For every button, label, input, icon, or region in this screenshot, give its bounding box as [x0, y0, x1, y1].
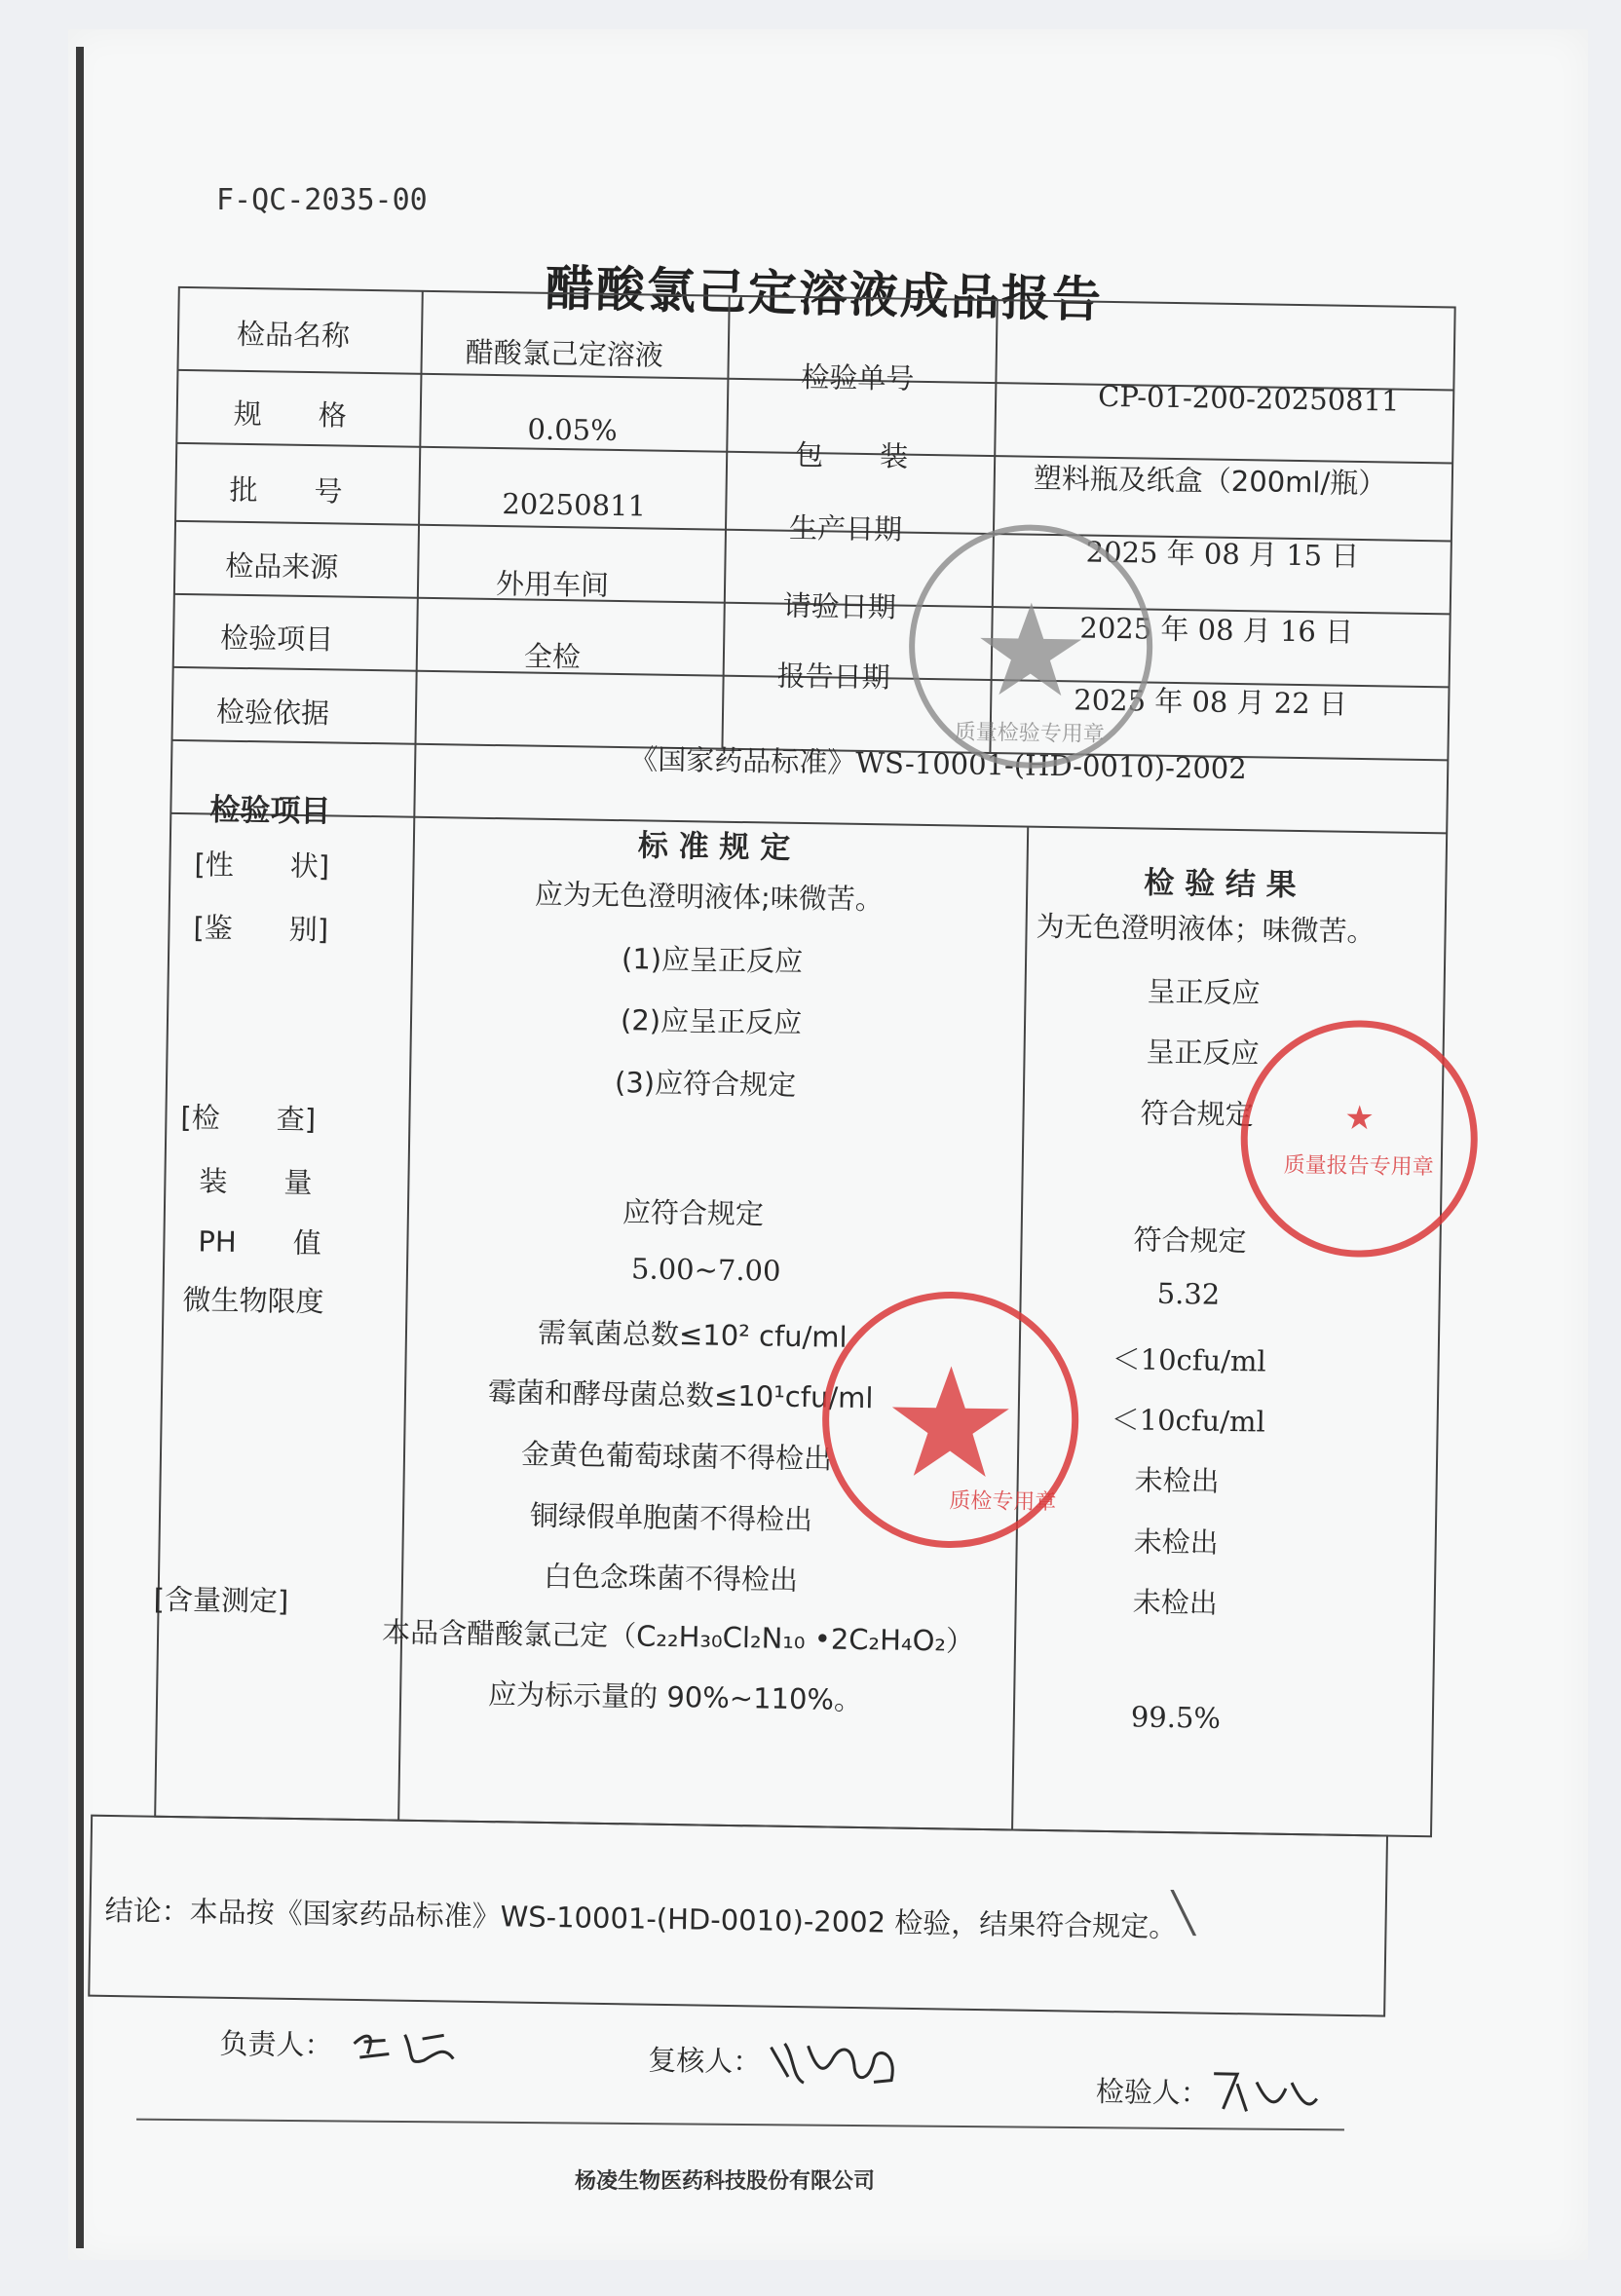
- result-assay: 99.5%: [1130, 1700, 1222, 1735]
- quality-inspection-seal-gray: [892, 508, 1169, 784]
- standard-identification-2: (2)应呈正反应: [620, 1003, 803, 1040]
- value-report-date: 2025 年 08 月 22 日: [1074, 683, 1348, 721]
- header-standard: 标 准 规 定: [637, 828, 791, 866]
- header-result: 检 验 结 果: [1144, 865, 1297, 903]
- item-ph: PH 值: [198, 1224, 321, 1261]
- svg-text:★: ★: [1344, 1098, 1376, 1139]
- label-inspector: 检验人：: [1095, 2074, 1210, 2110]
- svg-text:质量报告专用章: 质量报告专用章: [1283, 1152, 1434, 1181]
- standard-ph: 5.00~7.00: [630, 1252, 781, 1288]
- result-identification-1: 呈正反应: [1147, 974, 1261, 1010]
- standard-micro-candida: 白色念珠菌不得检出: [543, 1559, 799, 1598]
- svg-text:质量检验专用章: 质量检验专用章: [954, 720, 1105, 747]
- quality-report-seal-red: [1221, 1000, 1497, 1277]
- standard-appearance: 应为无色澄明液体;味微苦。: [534, 877, 885, 917]
- standard-micro-mold: 霉菌和酵母菌总数≤10¹cfu/ml: [487, 1375, 874, 1415]
- label-report-date: 报告日期: [776, 659, 890, 695]
- label-batch: 批 号: [229, 472, 343, 508]
- value-source: 外用车间: [495, 567, 610, 602]
- result-micro-aerobic: ＜10cfu/ml: [1112, 1342, 1267, 1378]
- company-footer: 杨凌生物医药科技股份有限公司: [575, 2169, 876, 2194]
- header-test-item: 检验项目: [209, 792, 331, 830]
- item-inspection: [检 查]: [180, 1101, 317, 1137]
- signature-responsible: [346, 2014, 473, 2075]
- signature-inspector: [1207, 2062, 1325, 2123]
- result-micro-staph: 未检出: [1134, 1463, 1220, 1498]
- label-request-date: 请验日期: [782, 588, 897, 624]
- label-responsible: 负责人：: [219, 2026, 333, 2062]
- result-micro-candida: 未检出: [1132, 1585, 1219, 1620]
- item-assay: [含量测定]: [153, 1582, 289, 1618]
- result-identification-2: 呈正反应: [1146, 1035, 1260, 1071]
- conclusion: 结论：本品按《国家药品标准》WS-10001-(HD-0010)-2002 检验，结果符合规定。: [104, 1893, 1178, 1944]
- value-batch: 20250811: [502, 487, 647, 523]
- standard-micro-staph: 金黄色葡萄球菌不得检出: [520, 1437, 833, 1476]
- result-identification-3: 符合规定: [1140, 1096, 1254, 1132]
- item-identification: [鉴 别]: [193, 911, 329, 947]
- result-ph: 5.32: [1156, 1276, 1221, 1311]
- value-test-basis: 《国家药品标准》WS-10001-(HD-0010)-2002: [629, 742, 1247, 786]
- svg-text:质检专用章: 质检专用章: [949, 1488, 1057, 1516]
- label-source: 检品来源: [225, 548, 339, 584]
- value-product-name: 醋酸氯己定溶液: [465, 335, 664, 372]
- label-production-date: 生产日期: [788, 510, 903, 546]
- value-production-date: 2025 年 08 月 15 日: [1085, 535, 1360, 573]
- label-package: 包 装: [794, 437, 909, 473]
- result-fill-volume: 符合规定: [1133, 1223, 1247, 1259]
- value-test-number: CP-01-200-20250811: [1097, 379, 1400, 418]
- standard-micro-pseudomonas: 铜绿假单胞菌不得检出: [529, 1498, 813, 1537]
- standard-fill-volume: 应符合规定: [622, 1195, 765, 1231]
- result-micro-mold: ＜10cfu/ml: [1111, 1403, 1266, 1439]
- standard-identification-3: (3)应符合规定: [614, 1066, 797, 1102]
- form-code: F-QC-2035-00: [216, 183, 428, 217]
- standard-micro-aerobic: 需氧菌总数≤10² cfu/ml: [537, 1315, 848, 1354]
- value-package: 塑料瓶及纸盒（200ml/瓶）: [1033, 461, 1387, 501]
- item-microbial-limit: 微生物限度: [182, 1283, 324, 1319]
- standard-identification-1: (1)应呈正反应: [621, 942, 804, 979]
- label-test-number: 检验单号: [801, 359, 915, 395]
- item-appearance: [性 状]: [194, 847, 330, 884]
- standard-assay-formula: 本品含醋酸氯己定（C₂₂H₃₀Cl₂N₁₀ •2C₂H₄O₂）: [381, 1615, 975, 1658]
- label-spec: 规 格: [233, 396, 348, 433]
- value-spec: 0.05%: [527, 412, 618, 447]
- result-appearance: 为无色澄明液体；味微苦。: [1036, 909, 1376, 949]
- label-product-name: 检品名称: [236, 317, 351, 353]
- result-micro-pseudomonas: 未检出: [1133, 1524, 1219, 1560]
- standard-assay-range: 应为标示量的 90%~110%。: [487, 1677, 863, 1717]
- report-title: 醋酸氯己定溶液成品报告: [545, 260, 1104, 328]
- item-fill-volume: 装 量: [199, 1164, 313, 1200]
- pen-mark: ╲: [1171, 1891, 1196, 1937]
- label-test-basis: 检验依据: [215, 695, 330, 731]
- value-request-date: 2025 年 08 月 16 日: [1079, 611, 1354, 649]
- quality-control-seal-red: [807, 1271, 1094, 1568]
- signature-reviewer: [765, 2028, 912, 2098]
- value-test-item: 全检: [523, 639, 582, 674]
- label-test-item: 检验项目: [219, 621, 334, 657]
- label-reviewer: 复核人：: [648, 2043, 762, 2079]
